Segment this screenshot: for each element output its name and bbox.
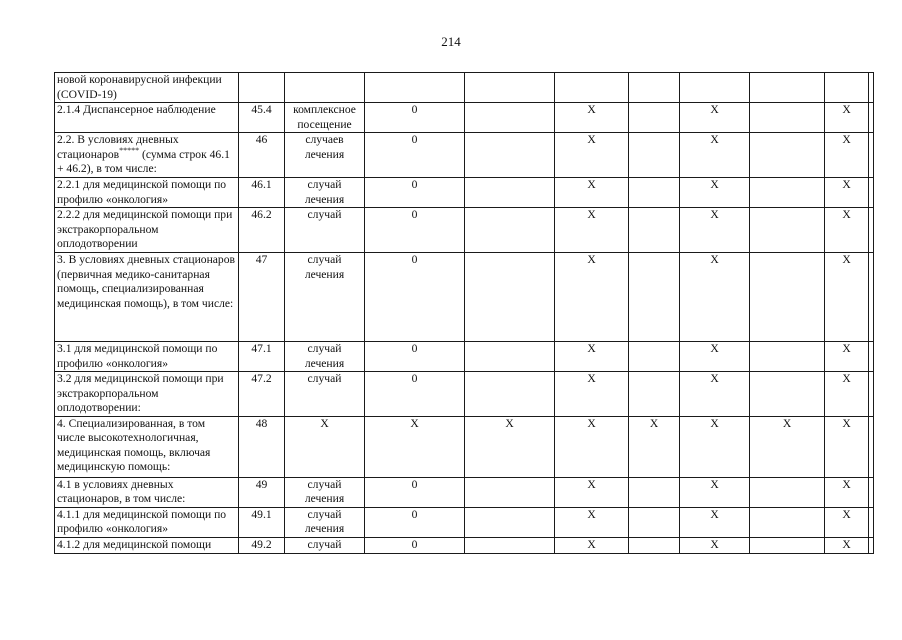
value-cell: X (825, 103, 869, 133)
value-cell (629, 507, 680, 537)
row-name (55, 416, 239, 477)
value-cell (465, 537, 555, 553)
value-cell (869, 133, 874, 178)
page-number: 214 (441, 34, 461, 49)
value-cell (555, 73, 629, 103)
data-table (54, 72, 874, 554)
value-cell: X (825, 342, 869, 372)
table-row (55, 507, 874, 537)
row-name-text: 2.2. В условиях дневных стационаров (57, 133, 179, 161)
value-cell (629, 253, 680, 342)
value-cell (465, 253, 555, 342)
value-cell (365, 73, 465, 103)
value-cell (750, 103, 825, 133)
row-name-text: 4. Специализированная, в том числе высокотехнологичная, медицинская помощь, включая медицинскую помощь: (57, 416, 211, 473)
value-cell (629, 178, 680, 208)
value-cell: X (825, 372, 869, 417)
row-name (55, 208, 239, 253)
value-cell (465, 133, 555, 178)
value-cell (750, 133, 825, 178)
table-row (55, 133, 874, 178)
value-cell: 0 (365, 178, 465, 208)
value-cell (629, 73, 680, 103)
value-cell: X (555, 507, 629, 537)
value-cell: 0 (365, 477, 465, 507)
value-cell: X (555, 342, 629, 372)
value-cell: X (555, 372, 629, 417)
value-cell: X (680, 372, 750, 417)
table-row (55, 103, 874, 133)
value-cell (680, 73, 750, 103)
row-name-rest: (сумма строк 46.1 + 46.2), в том числе: (57, 147, 230, 175)
value-cell: 0 (365, 372, 465, 417)
value-cell (465, 103, 555, 133)
row-name-text: 3. В условиях дневных стационаров (первичная медико-санитарная помощь, специализированная медицинская помощь), в том числе: (57, 253, 235, 310)
row-name (55, 103, 239, 133)
value-cell (465, 477, 555, 507)
value-cell: X (680, 342, 750, 372)
value-cell: X (680, 208, 750, 253)
value-cell (750, 178, 825, 208)
row-code: 46.1 (239, 178, 285, 208)
value-cell: 0 (365, 342, 465, 372)
value-cell: X (555, 253, 629, 342)
value-cell: X (680, 537, 750, 553)
value-cell (869, 507, 874, 537)
value-cell (869, 477, 874, 507)
row-unit: комплексное посещение (285, 103, 365, 133)
value-cell: 0 (365, 507, 465, 537)
table-row (55, 178, 874, 208)
row-name (55, 133, 239, 178)
value-cell: X (825, 477, 869, 507)
row-code: 47.1 (239, 342, 285, 372)
row-name-text: 4.1.1 для медицинской помощи по профилю «онкология» (57, 507, 227, 535)
value-cell (869, 416, 874, 477)
row-name (55, 537, 239, 553)
row-name-text: 4.1.2 для медицинской помощи (57, 537, 212, 551)
value-cell: X (555, 416, 629, 477)
value-cell: X (825, 253, 869, 342)
row-code: 47.2 (239, 372, 285, 417)
table-row (55, 416, 874, 477)
value-cell (629, 342, 680, 372)
value-cell (629, 208, 680, 253)
table-row (55, 372, 874, 417)
table-row (55, 342, 874, 372)
table-row (55, 537, 874, 553)
row-unit (285, 73, 365, 103)
row-name (55, 507, 239, 537)
row-unit: случай (285, 208, 365, 253)
value-cell: X (629, 416, 680, 477)
row-name (55, 477, 239, 507)
value-cell: 0 (365, 103, 465, 133)
value-cell: X (555, 208, 629, 253)
table-row (55, 208, 874, 253)
row-unit: случай лечения (285, 178, 365, 208)
row-name-text: 2.2.1 для медицинской помощи по профилю «онкология» (57, 178, 227, 206)
value-cell: X (465, 416, 555, 477)
value-cell: X (825, 208, 869, 253)
row-unit: случай (285, 537, 365, 553)
value-cell (629, 103, 680, 133)
value-cell (629, 537, 680, 553)
value-cell: X (680, 477, 750, 507)
row-unit: случай лечения (285, 253, 365, 342)
row-name-text: 3.1 для медицинской помощи по профилю «онкология» (57, 342, 218, 370)
row-name (55, 73, 239, 103)
row-name (55, 253, 239, 342)
value-cell (465, 73, 555, 103)
value-cell (750, 73, 825, 103)
value-cell (750, 208, 825, 253)
value-cell: X (825, 178, 869, 208)
value-cell (869, 73, 874, 103)
table-row (55, 73, 874, 103)
value-cell (629, 372, 680, 417)
row-name-text: 3.2 для медицинской помощи при экстракорпоральном оплодотворении: (57, 372, 224, 414)
value-cell (750, 537, 825, 553)
value-cell (465, 208, 555, 253)
row-name-text: 2.1.4 Диспансерное наблюдение (57, 103, 216, 116)
table-row (55, 253, 874, 342)
value-cell (869, 178, 874, 208)
row-code: 49 (239, 477, 285, 507)
value-cell: X (680, 103, 750, 133)
value-cell (465, 178, 555, 208)
value-cell (750, 342, 825, 372)
row-unit: случаев лечения (285, 133, 365, 178)
value-cell (825, 73, 869, 103)
row-unit: случай (285, 372, 365, 417)
table-row (55, 477, 874, 507)
value-cell: X (555, 103, 629, 133)
row-unit: случай лечения (285, 477, 365, 507)
value-cell (465, 342, 555, 372)
value-cell: X (825, 537, 869, 553)
value-cell: 0 (365, 537, 465, 553)
row-name-text: 4.1 в условиях дневных стационаров, в том числе: (57, 477, 186, 505)
value-cell: X (555, 178, 629, 208)
row-name-text: новой коронавирусной инфекции (COVID-19) (57, 73, 222, 101)
value-cell: 0 (365, 253, 465, 342)
value-cell: X (555, 133, 629, 178)
row-unit: случай лечения (285, 507, 365, 537)
value-cell: X (555, 477, 629, 507)
row-unit: случай лечения (285, 342, 365, 372)
row-code: 45.4 (239, 103, 285, 133)
footnote-mark: ***** (119, 145, 140, 155)
row-code (239, 73, 285, 103)
row-code: 46.2 (239, 208, 285, 253)
value-cell: X (680, 178, 750, 208)
value-cell: X (680, 133, 750, 178)
value-cell (750, 507, 825, 537)
value-cell (869, 253, 874, 342)
value-cell: X (825, 416, 869, 477)
row-name-text: 2.2.2 для медицинской помощи при экстракорпоральном оплодотворении (57, 208, 233, 250)
value-cell: 0 (365, 133, 465, 178)
value-cell (869, 372, 874, 417)
value-cell: X (825, 133, 869, 178)
row-code: 47 (239, 253, 285, 342)
value-cell (629, 477, 680, 507)
value-cell (869, 208, 874, 253)
value-cell (869, 342, 874, 372)
value-cell: X (680, 416, 750, 477)
row-code: 46 (239, 133, 285, 178)
row-unit: X (285, 416, 365, 477)
row-code: 49.2 (239, 537, 285, 553)
row-name (55, 178, 239, 208)
value-cell (465, 507, 555, 537)
row-code: 49.1 (239, 507, 285, 537)
value-cell (750, 253, 825, 342)
row-name (55, 372, 239, 417)
value-cell: 0 (365, 208, 465, 253)
row-code: 48 (239, 416, 285, 477)
value-cell: X (750, 416, 825, 477)
value-cell (465, 372, 555, 417)
value-cell: X (555, 537, 629, 553)
value-cell: X (365, 416, 465, 477)
value-cell (629, 133, 680, 178)
value-cell: X (680, 507, 750, 537)
value-cell (750, 372, 825, 417)
value-cell: X (680, 253, 750, 342)
row-name (55, 342, 239, 372)
value-cell (869, 103, 874, 133)
value-cell (869, 537, 874, 553)
value-cell (750, 477, 825, 507)
value-cell: X (825, 507, 869, 537)
